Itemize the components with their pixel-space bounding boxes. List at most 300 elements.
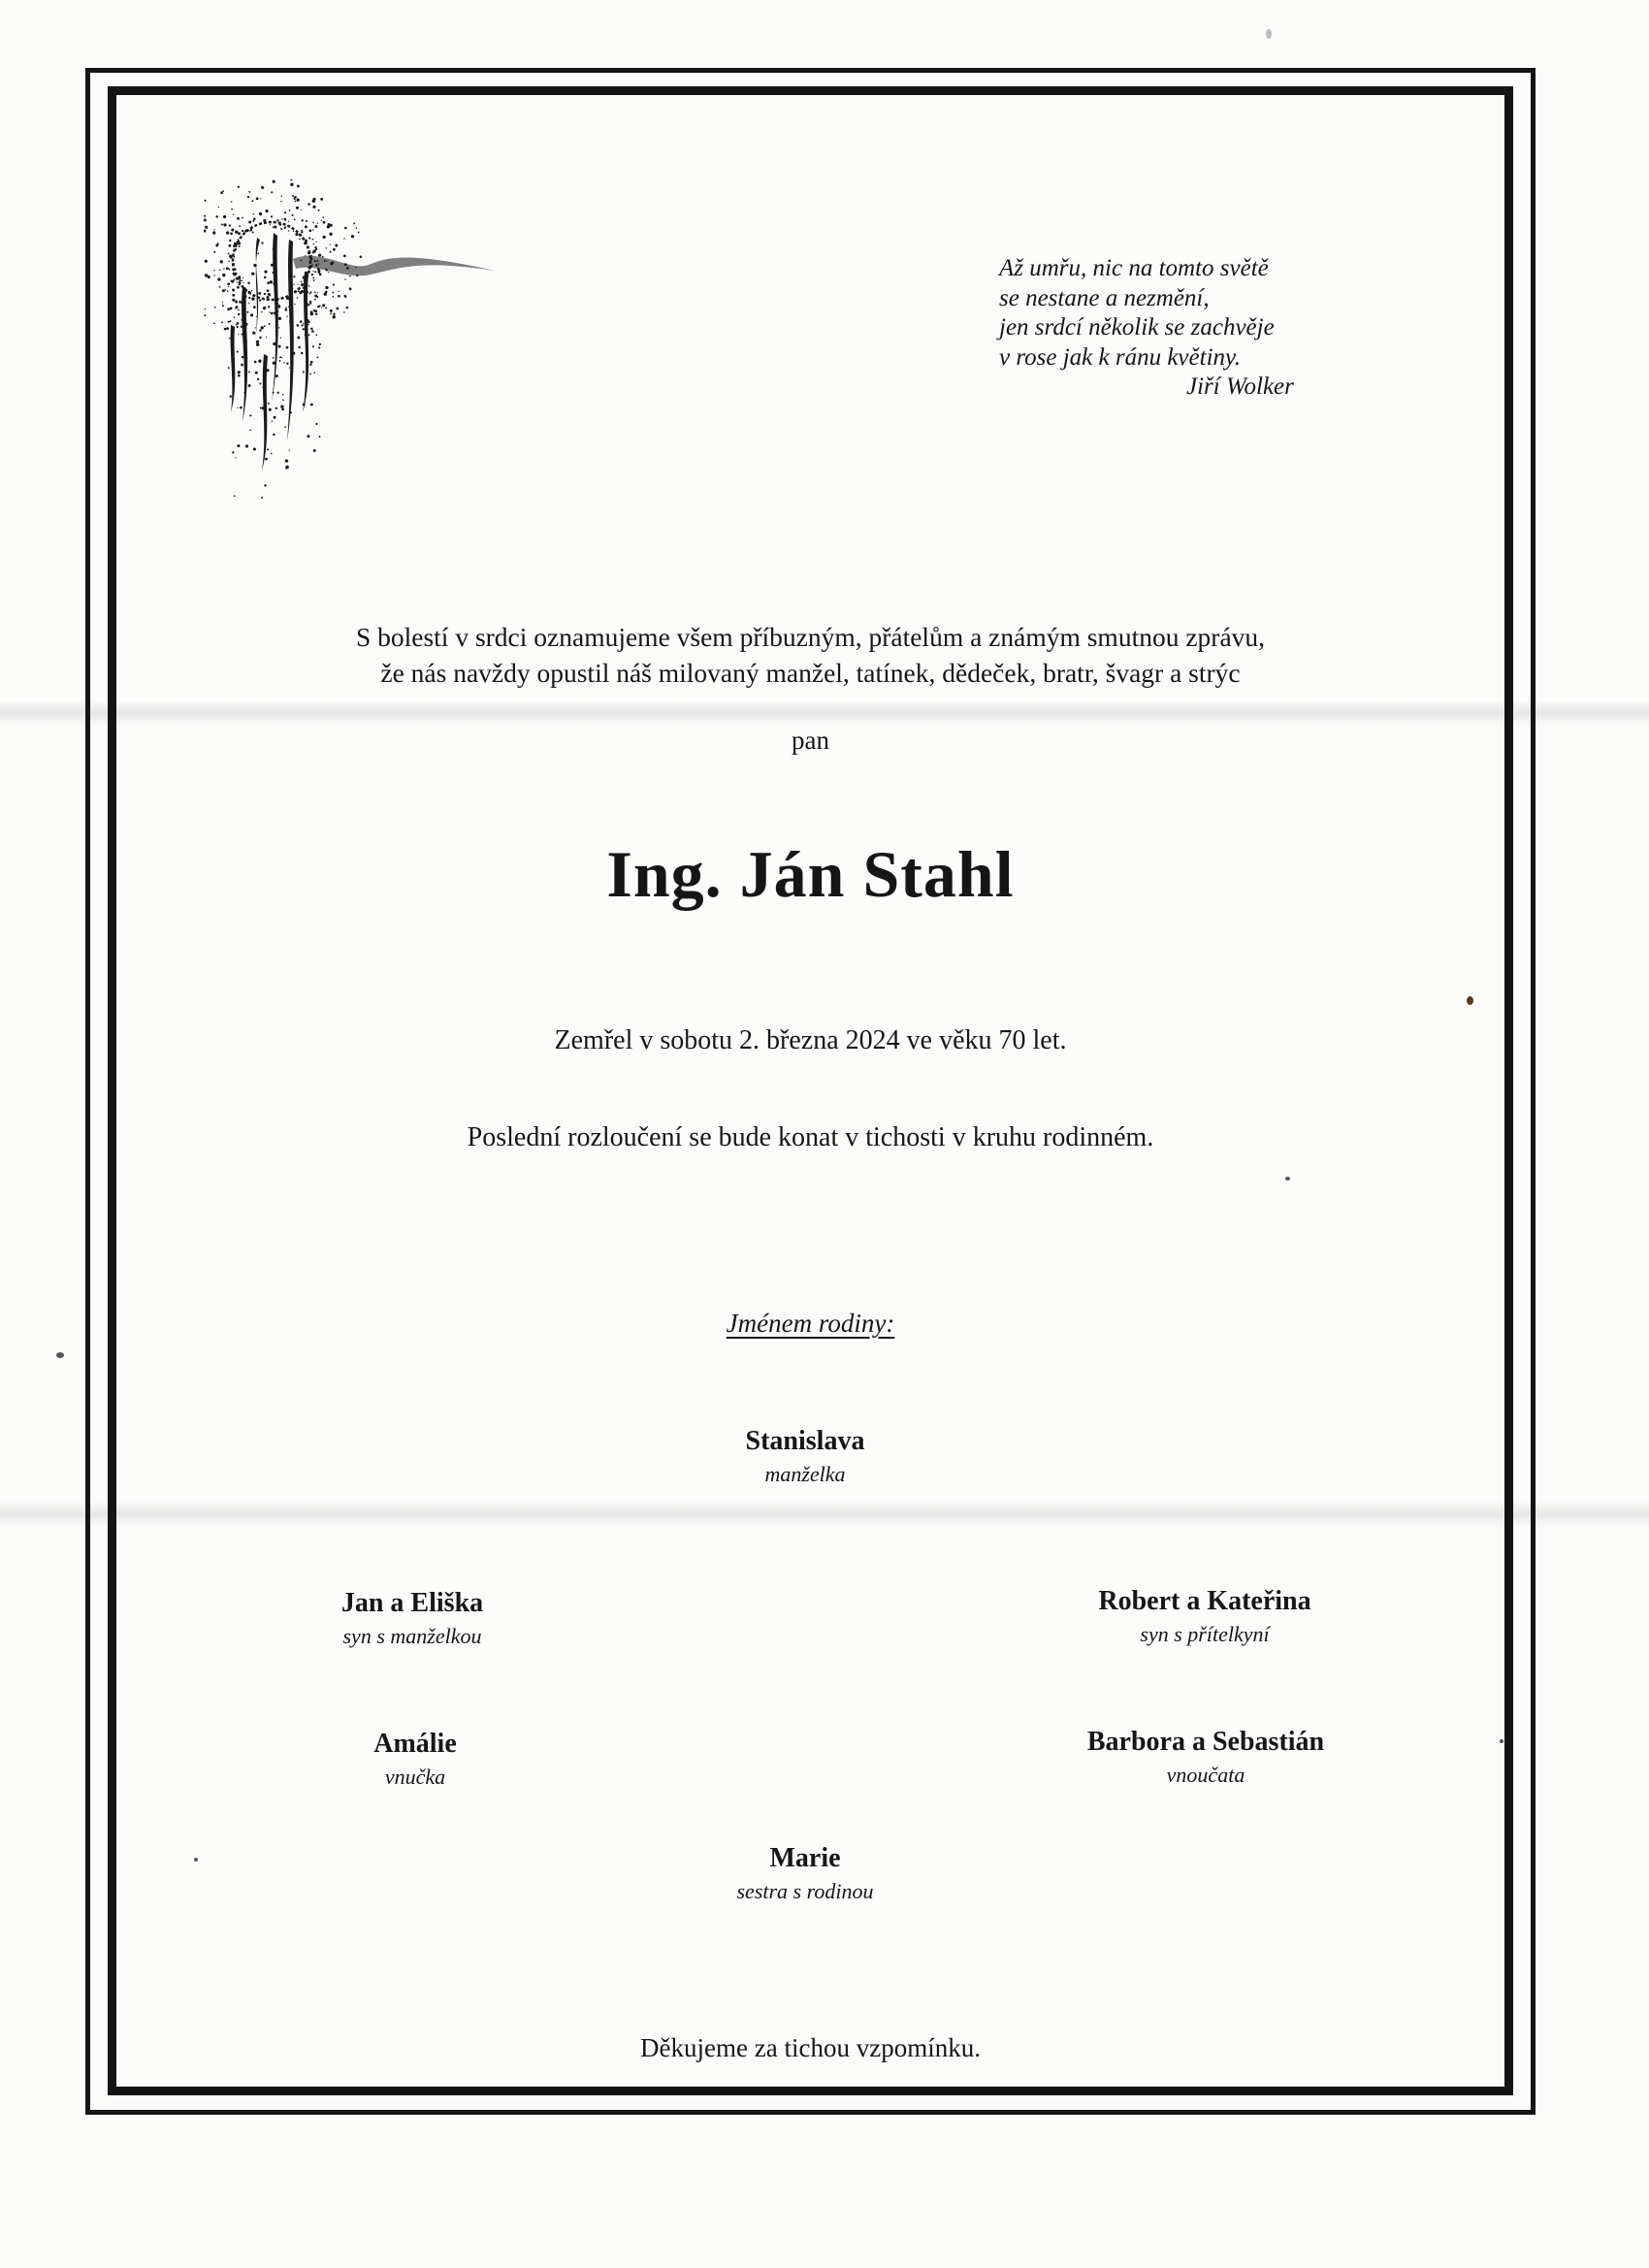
stipple-dot (320, 198, 323, 201)
stipple-dot (319, 274, 322, 276)
announcement-line-1: S bolestí v srdci oznamujeme všem příbuzným, přátelům a známým smutnou zprávu, (355, 622, 1266, 652)
stipple-dot (254, 361, 257, 364)
stipple-dot (333, 284, 335, 286)
stipple-dot (344, 278, 345, 279)
stipple-dot (314, 225, 317, 228)
stipple-dot (317, 292, 318, 293)
stipple-dot (293, 284, 294, 285)
stipple-dot (233, 213, 234, 214)
stipple-dot (323, 221, 326, 224)
stipple-dot (242, 277, 243, 278)
stipple-dot (343, 238, 344, 239)
stipple-dot (252, 220, 254, 222)
stipple-dot (280, 228, 282, 230)
stipple-dot (204, 218, 207, 221)
stipple-dot (230, 232, 233, 235)
stipple-dot (309, 291, 311, 293)
stipple-dot (204, 229, 206, 232)
stipple-dot (219, 270, 221, 272)
stipple-dot (336, 308, 339, 310)
stipple-dot (227, 308, 230, 310)
stipple-dot (276, 219, 278, 221)
stipple-dot (257, 340, 259, 342)
stipple-dot (266, 210, 269, 212)
stipple-dot (328, 223, 331, 226)
stipple-dot (327, 225, 330, 228)
stipple-dot (269, 311, 271, 313)
stipple-dot (290, 183, 293, 186)
stipple-dot (236, 281, 237, 282)
member-relation: sestra s rodinou (736, 1879, 874, 1903)
stipple-dot (309, 303, 311, 305)
stipple-dot (213, 251, 215, 253)
stipple-dot (329, 251, 331, 253)
stipple-dot (314, 246, 316, 248)
stipple-dot (259, 299, 261, 301)
stipple-dot (292, 195, 294, 197)
family-heading: Jménem rodiny: (726, 1309, 895, 1338)
stipple-dot (321, 220, 322, 221)
stipple-dot (220, 260, 223, 263)
stipple-dot (283, 362, 284, 363)
stipple-dot (232, 299, 235, 302)
stipple-dot (309, 373, 311, 375)
stipple-dot (250, 313, 253, 316)
stipple-dot (280, 338, 281, 339)
salutation: pan (792, 726, 829, 755)
stipple-dot (301, 324, 303, 326)
stipple-dot (303, 323, 304, 324)
poem-line: Až umřu, nic na tomto světě (999, 255, 1269, 281)
stipple-dot (252, 231, 254, 233)
stipple-dot (314, 291, 316, 293)
stipple-dot (288, 230, 289, 231)
stipple-dot (285, 459, 288, 462)
stipple-dot (319, 305, 321, 307)
stipple-dot (237, 286, 240, 289)
stipple-dot (280, 405, 283, 408)
member-name: Barbora a Sebastián (1086, 1727, 1325, 1757)
stipple-dot (297, 297, 298, 298)
stipple-dot (333, 248, 336, 251)
stipple-dot (232, 451, 234, 453)
stipple-dot (267, 281, 270, 284)
stipple-dot (273, 362, 275, 365)
stipple-dot (260, 407, 262, 409)
stipple-dot (236, 306, 239, 308)
stipple-dot (231, 257, 233, 259)
stipple-dot (224, 328, 227, 331)
stipple-dot (221, 224, 223, 226)
stipple-dot (310, 404, 313, 406)
stipple-dot (308, 334, 310, 336)
stipple-dot (253, 447, 256, 450)
stipple-dot (278, 317, 281, 320)
stipple-dot (271, 191, 273, 193)
streak-7 (231, 325, 236, 412)
stipple-dot (301, 230, 303, 232)
poem-line: se nestane a nezmění, (999, 284, 1210, 311)
stipple-dot (205, 308, 206, 309)
stipple-dot (264, 293, 266, 295)
stipple-dot (286, 315, 287, 316)
stipple-dot (256, 343, 259, 346)
stipple-dot (278, 345, 281, 348)
deceased-name: Ing. Ján Stahl (606, 837, 1015, 911)
stipple-dot (234, 495, 236, 497)
stipple-dot (308, 285, 309, 286)
stipple-dot (330, 309, 333, 312)
stipple-dot (258, 360, 261, 363)
stipple-dot (248, 384, 251, 387)
stipple-dot (264, 276, 267, 279)
scan-speck (1467, 996, 1473, 1005)
stipple-dot (284, 426, 286, 428)
stipple-dot (226, 327, 229, 330)
stipple-dot (259, 337, 261, 339)
stipple-dot (286, 363, 288, 365)
stipple-dot (286, 346, 289, 349)
stipple-dot (312, 222, 313, 223)
stipple-dot (252, 332, 255, 335)
member-relation: vnoučata (1166, 1763, 1245, 1787)
stipple-dot (237, 326, 239, 328)
stipple-dot (230, 395, 232, 397)
stipple-dot (226, 267, 229, 270)
family-member-sister (553, 1842, 1057, 1908)
stipple-dot (312, 200, 315, 203)
stipple-dot (217, 277, 220, 280)
stipple-dot (294, 304, 295, 305)
stipple-dot (220, 191, 223, 194)
stipple-dot (293, 275, 295, 277)
stipple-dot (229, 269, 231, 271)
stipple-dot (228, 244, 231, 247)
stipple-dot (289, 368, 290, 369)
stipple-dot (325, 291, 328, 294)
stipple-dot (228, 321, 230, 323)
announcement-text (108, 619, 1513, 691)
stipple-dot (305, 225, 307, 228)
stipple-dot (298, 290, 300, 292)
stipple-dot (251, 297, 254, 300)
stipple-dot (329, 233, 332, 236)
stipple-dot (312, 239, 314, 241)
stipple-dot (205, 200, 207, 202)
stipple-dot (268, 297, 269, 298)
stipple-dot (237, 444, 240, 447)
stipple-dot (360, 256, 363, 259)
stipple-dot (284, 211, 286, 213)
stipple-dot (293, 231, 294, 232)
stipple-dot (318, 254, 321, 257)
stipple-dot (231, 209, 233, 211)
stipple-dot (232, 289, 235, 292)
stipple-dot (248, 303, 249, 304)
stipple-dot (222, 305, 224, 307)
stipple-dot (285, 307, 287, 308)
stipple-dot (280, 201, 281, 202)
stipple-dot (308, 229, 311, 232)
stipple-dot (271, 453, 273, 455)
stipple-dot (289, 449, 290, 450)
stipple-dot (239, 278, 240, 279)
member-name: Stanislava (745, 1426, 865, 1456)
stipple-dot (281, 357, 282, 358)
stipple-dot (228, 261, 230, 263)
stipple-dot (282, 400, 284, 402)
stipple-dot (248, 372, 250, 373)
stipple-dot (281, 218, 282, 219)
stipple-dot (296, 207, 299, 210)
stipple-dot (246, 311, 248, 313)
stipple-dot (353, 222, 355, 224)
stipple-dot (299, 238, 301, 240)
stipple-dot (275, 407, 277, 409)
stipple-dot (356, 227, 358, 229)
family-member-grandchildren (954, 1726, 1458, 1792)
stipple-dot (222, 289, 225, 292)
stipple-dot (253, 306, 256, 308)
stipple-dot (245, 444, 248, 447)
stipple-dot (325, 308, 327, 309)
stipple-dot (253, 213, 255, 215)
stipple-dot (326, 247, 328, 249)
stipple-dot (241, 364, 243, 367)
stipple-dot (312, 206, 315, 209)
stipple-dot (221, 321, 223, 323)
stipple-dot (212, 231, 215, 234)
stipple-dot (228, 286, 229, 287)
scan-speck (1500, 1739, 1504, 1743)
stipple-dot (279, 356, 281, 358)
stipple-dot (215, 215, 217, 217)
stipple-dot (249, 191, 250, 192)
stipple-dot (229, 338, 231, 340)
stipple-dot (313, 449, 316, 452)
stipple-dot (295, 233, 298, 236)
stipple-dot (284, 218, 286, 220)
stipple-dot (346, 307, 348, 308)
stipple-dot (313, 279, 315, 281)
stipple-dot (239, 245, 241, 247)
stipple-dot (333, 315, 336, 318)
stipple-dot (292, 214, 294, 216)
stipple-dot (229, 224, 231, 226)
stipple-dot (318, 210, 320, 211)
stipple-dot (278, 327, 279, 328)
stipple-dot (344, 227, 347, 230)
family-member-son-1 (160, 1587, 664, 1653)
stipple-dot (289, 210, 291, 211)
stipple-dot (281, 196, 283, 198)
stipple-dot (269, 323, 271, 325)
death-info: Zemřel v sobotu 2. března 2024 ve věku 70 let. (554, 1025, 1067, 1055)
stipple-dot (267, 289, 270, 292)
stipple-dot (236, 301, 237, 302)
stipple-dot (275, 374, 278, 377)
stipple-dot (253, 264, 256, 267)
stipple-dot (322, 216, 324, 218)
stipple-dot (239, 313, 240, 314)
stipple-dot (301, 352, 303, 354)
stipple-dot (332, 292, 334, 294)
stipple-dot (252, 200, 254, 202)
stipple-dot (269, 408, 272, 411)
stipple-dot (215, 244, 218, 247)
stipple-dot (222, 274, 225, 276)
stipple-dot (268, 306, 270, 308)
stipple-dot (218, 207, 219, 208)
stipple-dot (330, 224, 333, 227)
stipple-dot (205, 260, 208, 263)
stipple-dot (315, 242, 316, 243)
stipple-dot (238, 374, 241, 377)
stipple-dot (277, 392, 279, 394)
stipple-dot (269, 294, 271, 296)
streak-3 (287, 240, 294, 441)
stipple-dot (313, 309, 315, 311)
family-member-granddaughter (163, 1728, 667, 1794)
stipple-dot (349, 275, 351, 277)
member-name: Jan a Eliška (340, 1588, 484, 1618)
stipple-dot (248, 297, 250, 299)
stipple-dot (322, 304, 325, 307)
stipple-dot (303, 328, 305, 330)
stipple-dot (272, 421, 273, 422)
stipple-dot (263, 307, 266, 309)
stipple-dot (214, 307, 216, 308)
announcement-line-2: že nás navždy opustil náš milovaný manžel, tatínek, dědeček, bratr, švagr a strýc (380, 658, 1241, 688)
stipple-dot (219, 286, 221, 288)
stipple-dot (281, 408, 284, 411)
stipple-dot (273, 434, 275, 436)
stipple-dot (234, 316, 235, 317)
stipple-dot (264, 271, 267, 274)
stipple-dot (231, 228, 234, 231)
stipple-dot (285, 308, 288, 311)
stipple-dot (299, 346, 301, 348)
stipple-dot (278, 306, 281, 308)
stipple-dot (261, 326, 264, 329)
stipple-dot (303, 371, 305, 373)
stipple-dot (229, 320, 231, 322)
stipple-dot (273, 226, 275, 228)
stipple-dot (307, 435, 309, 437)
stipple-dot (309, 364, 311, 366)
stipple-dot (294, 198, 296, 200)
stipple-dot (325, 286, 328, 289)
stipple-dot (238, 186, 240, 188)
stipple-dot (349, 287, 351, 289)
stipple-halo (204, 179, 362, 499)
moon-streaks-illustration (204, 179, 514, 514)
stipple-dot (338, 295, 340, 298)
stipple-dot (235, 457, 236, 458)
stipple-dot (328, 272, 329, 273)
family-member-spouse (553, 1425, 1057, 1491)
stipple-dot (300, 320, 303, 323)
stipple-dot (273, 180, 275, 183)
stipple-dot (274, 226, 276, 229)
stipple-dot (312, 271, 313, 272)
stipple-dot (310, 312, 313, 315)
stipple-dot (351, 235, 354, 238)
stipple-dot (319, 343, 321, 345)
stipple-dot (255, 327, 256, 328)
stipple-dot (261, 186, 264, 189)
stipple-dot (297, 184, 300, 187)
closing-thanks: Děkujeme za tichou vzpomínku. (640, 2033, 981, 2062)
stipple-dot (223, 223, 226, 226)
stipple-dot (273, 357, 275, 359)
stipple-dot (204, 314, 206, 316)
stipple-dot (319, 436, 321, 437)
stipple-dot (247, 196, 249, 198)
poem-line: v rose jak k ránu květiny. (999, 343, 1241, 371)
stipple-dot (225, 289, 227, 291)
stipple-dot (238, 232, 241, 235)
stipple-dot (317, 223, 318, 224)
stipple-dot (243, 282, 244, 283)
stipple-dot (223, 269, 224, 270)
stipple-dot (264, 484, 266, 486)
stipple-dot (297, 337, 300, 340)
scan-speck (56, 1352, 64, 1358)
stipple-dot (261, 242, 263, 243)
stipple-dot (338, 291, 339, 292)
stipple-dot (314, 294, 317, 297)
stipple-dot (308, 237, 310, 239)
stipple-dot (306, 220, 307, 222)
stipple-dot (301, 231, 303, 233)
stipple-dot (227, 282, 230, 285)
stipple-dot (315, 423, 317, 425)
member-relation: syn s manželkou (342, 1624, 482, 1648)
stipple-dot (231, 280, 234, 283)
stipple-dot (227, 290, 229, 292)
stipple-dot (249, 414, 251, 416)
stipple-dot (297, 324, 300, 327)
stipple-dot (223, 215, 226, 218)
stipple-dot (231, 201, 233, 203)
stipple-dot (317, 270, 320, 273)
stipple-dot (265, 458, 268, 461)
stipple-dot (264, 325, 266, 327)
stipple-dot (261, 497, 263, 499)
poem-line: jen srdcí několik se zachvěje (999, 314, 1275, 340)
stipple-dot (228, 253, 230, 255)
stipple-dot (312, 276, 314, 278)
stipple-dot (222, 302, 223, 303)
stipple-dot (343, 254, 346, 257)
member-relation: manželka (764, 1462, 846, 1486)
stipple-dot (310, 328, 313, 331)
stipple-dot (270, 224, 271, 225)
stipple-dot (295, 201, 297, 203)
wisp-trail (293, 256, 495, 276)
stipple-dot (314, 299, 316, 301)
stipple-dot (204, 215, 206, 217)
stipple-dot (307, 203, 310, 206)
stipple-dot (330, 243, 331, 244)
stipple-dot (237, 407, 238, 408)
stipple-dot (249, 430, 251, 432)
stipple-dot (311, 274, 313, 275)
stipple-dot (267, 448, 269, 450)
stipple-dot (312, 251, 314, 253)
scan-speck (1266, 29, 1272, 39)
